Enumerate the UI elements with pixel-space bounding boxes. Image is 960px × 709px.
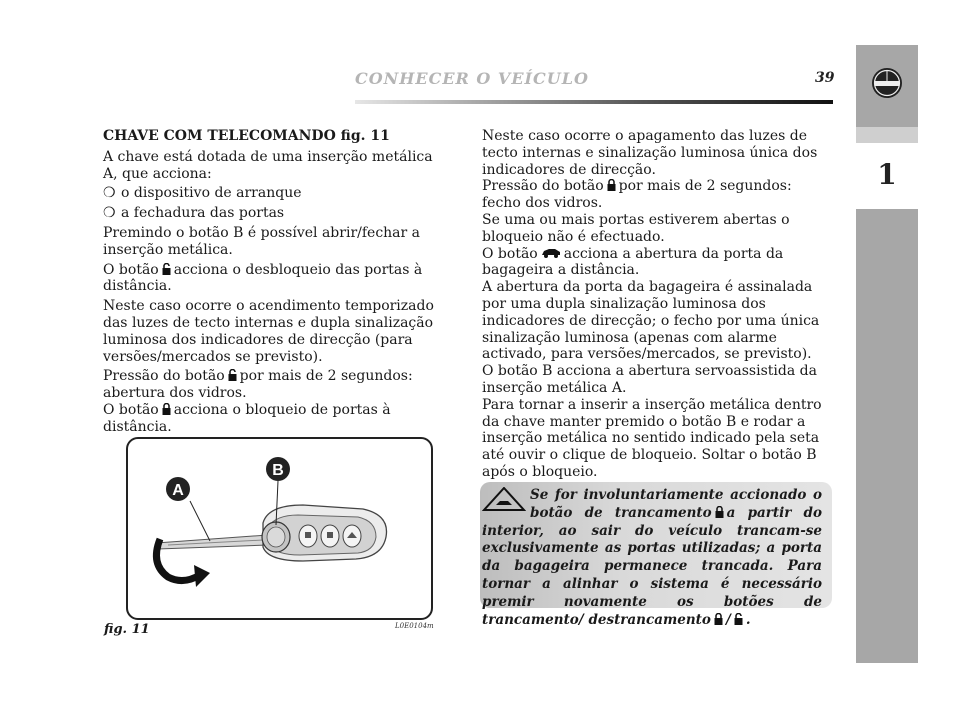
paragraph-boot-signal: A abertura da porta da bagageira é assinalada por uma dupla sinalização luminosa dos indicadores de direcção; o fecho por uma única sinalização luminosa (apenas com alarme activado, para versões/mercados, se previsto).: [482, 279, 820, 363]
figure-frame: [126, 437, 433, 620]
car-boot-icon: [541, 247, 561, 258]
callout-a: A: [172, 482, 184, 499]
page-number: 39: [815, 70, 835, 86]
paragraph-boot: O botão acciona a abertura da porta da bagageira a distância.: [482, 245, 784, 279]
unlock-icon: [162, 263, 171, 275]
logo-box: [856, 45, 918, 127]
right-column: [482, 128, 832, 484]
left-column: [103, 128, 451, 439]
warning-text: Se for involuntariamente accionado o botão de trancamento a partir do interior, ao sair do veículo trancam-se exclusivamente as portas utilizadas; a porta da bagageira permanece trancada. Para tornar a alinhar o sistema é necessário premir novamente os botões de trancamento/ destrancamento / .: [482, 487, 822, 628]
warning-triangle-icon: [482, 487, 526, 511]
bullet-icon: ❍: [103, 205, 116, 222]
paragraph-lights: Neste caso ocorre o acendimento temporizado das luzes de tecto internas e dupla sinalização luminosa dos indicadores de direcção (para versões/mercados se previsto).: [103, 298, 434, 365]
list-item: ❍ o dispositivo de arranque: [103, 185, 302, 202]
figure-code: L0E0104m: [395, 622, 434, 630]
lock-icon: [715, 506, 724, 518]
key-illustration: [128, 439, 431, 618]
paragraph-reinsert: Para tornar a inserir a inserção metálica dentro da chave manter premido o botão B e rodar a inserção metálica no sentido indicado pela seta até ouvir o clique de bloqueio. Soltar o botão B após o bloqueio.: [482, 396, 822, 480]
list-item: ❍ a fechadura das portas: [103, 205, 285, 222]
header-rule: [355, 100, 833, 104]
callout-b: B: [272, 462, 284, 479]
lock-icon: [714, 613, 723, 625]
bullet-icon: ❍: [103, 185, 116, 202]
chapter-number: 1: [877, 158, 897, 191]
unlock-icon: [734, 613, 743, 625]
paragraph-unlock: O botão acciona o desbloqueio das portas à distância.: [103, 261, 423, 295]
lock-icon: [162, 403, 171, 415]
paragraph-servo: O botão B acciona a abertura servoassistida da inserção metálica A.: [482, 363, 817, 396]
tab-separator: [856, 127, 918, 143]
paragraph-pressing-b: Premindo o botão B é possível abrir/fechar a inserção metálica.: [103, 224, 421, 258]
unlock-icon: [228, 369, 237, 381]
paragraph-doors-open: Se uma ou mais portas estiverem abertas o bloqueio não é efectuado.: [482, 211, 790, 245]
paragraph-press-open: Pressão do botão por mais de 2 segundos: abertura dos vidros.: [103, 368, 413, 402]
paragraph-lights-off: Neste caso ocorre o apagamento das luzes de tecto internas e sinalização luminosa única dos indicadores de direcção.: [482, 128, 818, 178]
section-title: CHAVE COM TELECOMANDO fig. 11: [103, 128, 390, 144]
figure-label: fig. 11: [104, 622, 150, 637]
lock-icon: [607, 179, 616, 191]
paragraph-intro: A chave está dotada de uma inserção metálica A, que acciona:: [103, 148, 433, 182]
paragraph-lock: O botão acciona o bloqueio de portas à distância.: [103, 401, 391, 435]
lancia-logo-icon: [871, 67, 903, 99]
page-title: CONHECER O VEÍCULO: [355, 69, 589, 88]
chapter-tab-bar: [856, 45, 918, 663]
paragraph-press-close: Pressão do botão por mais de 2 segundos: fecho dos vidros.: [482, 178, 792, 212]
